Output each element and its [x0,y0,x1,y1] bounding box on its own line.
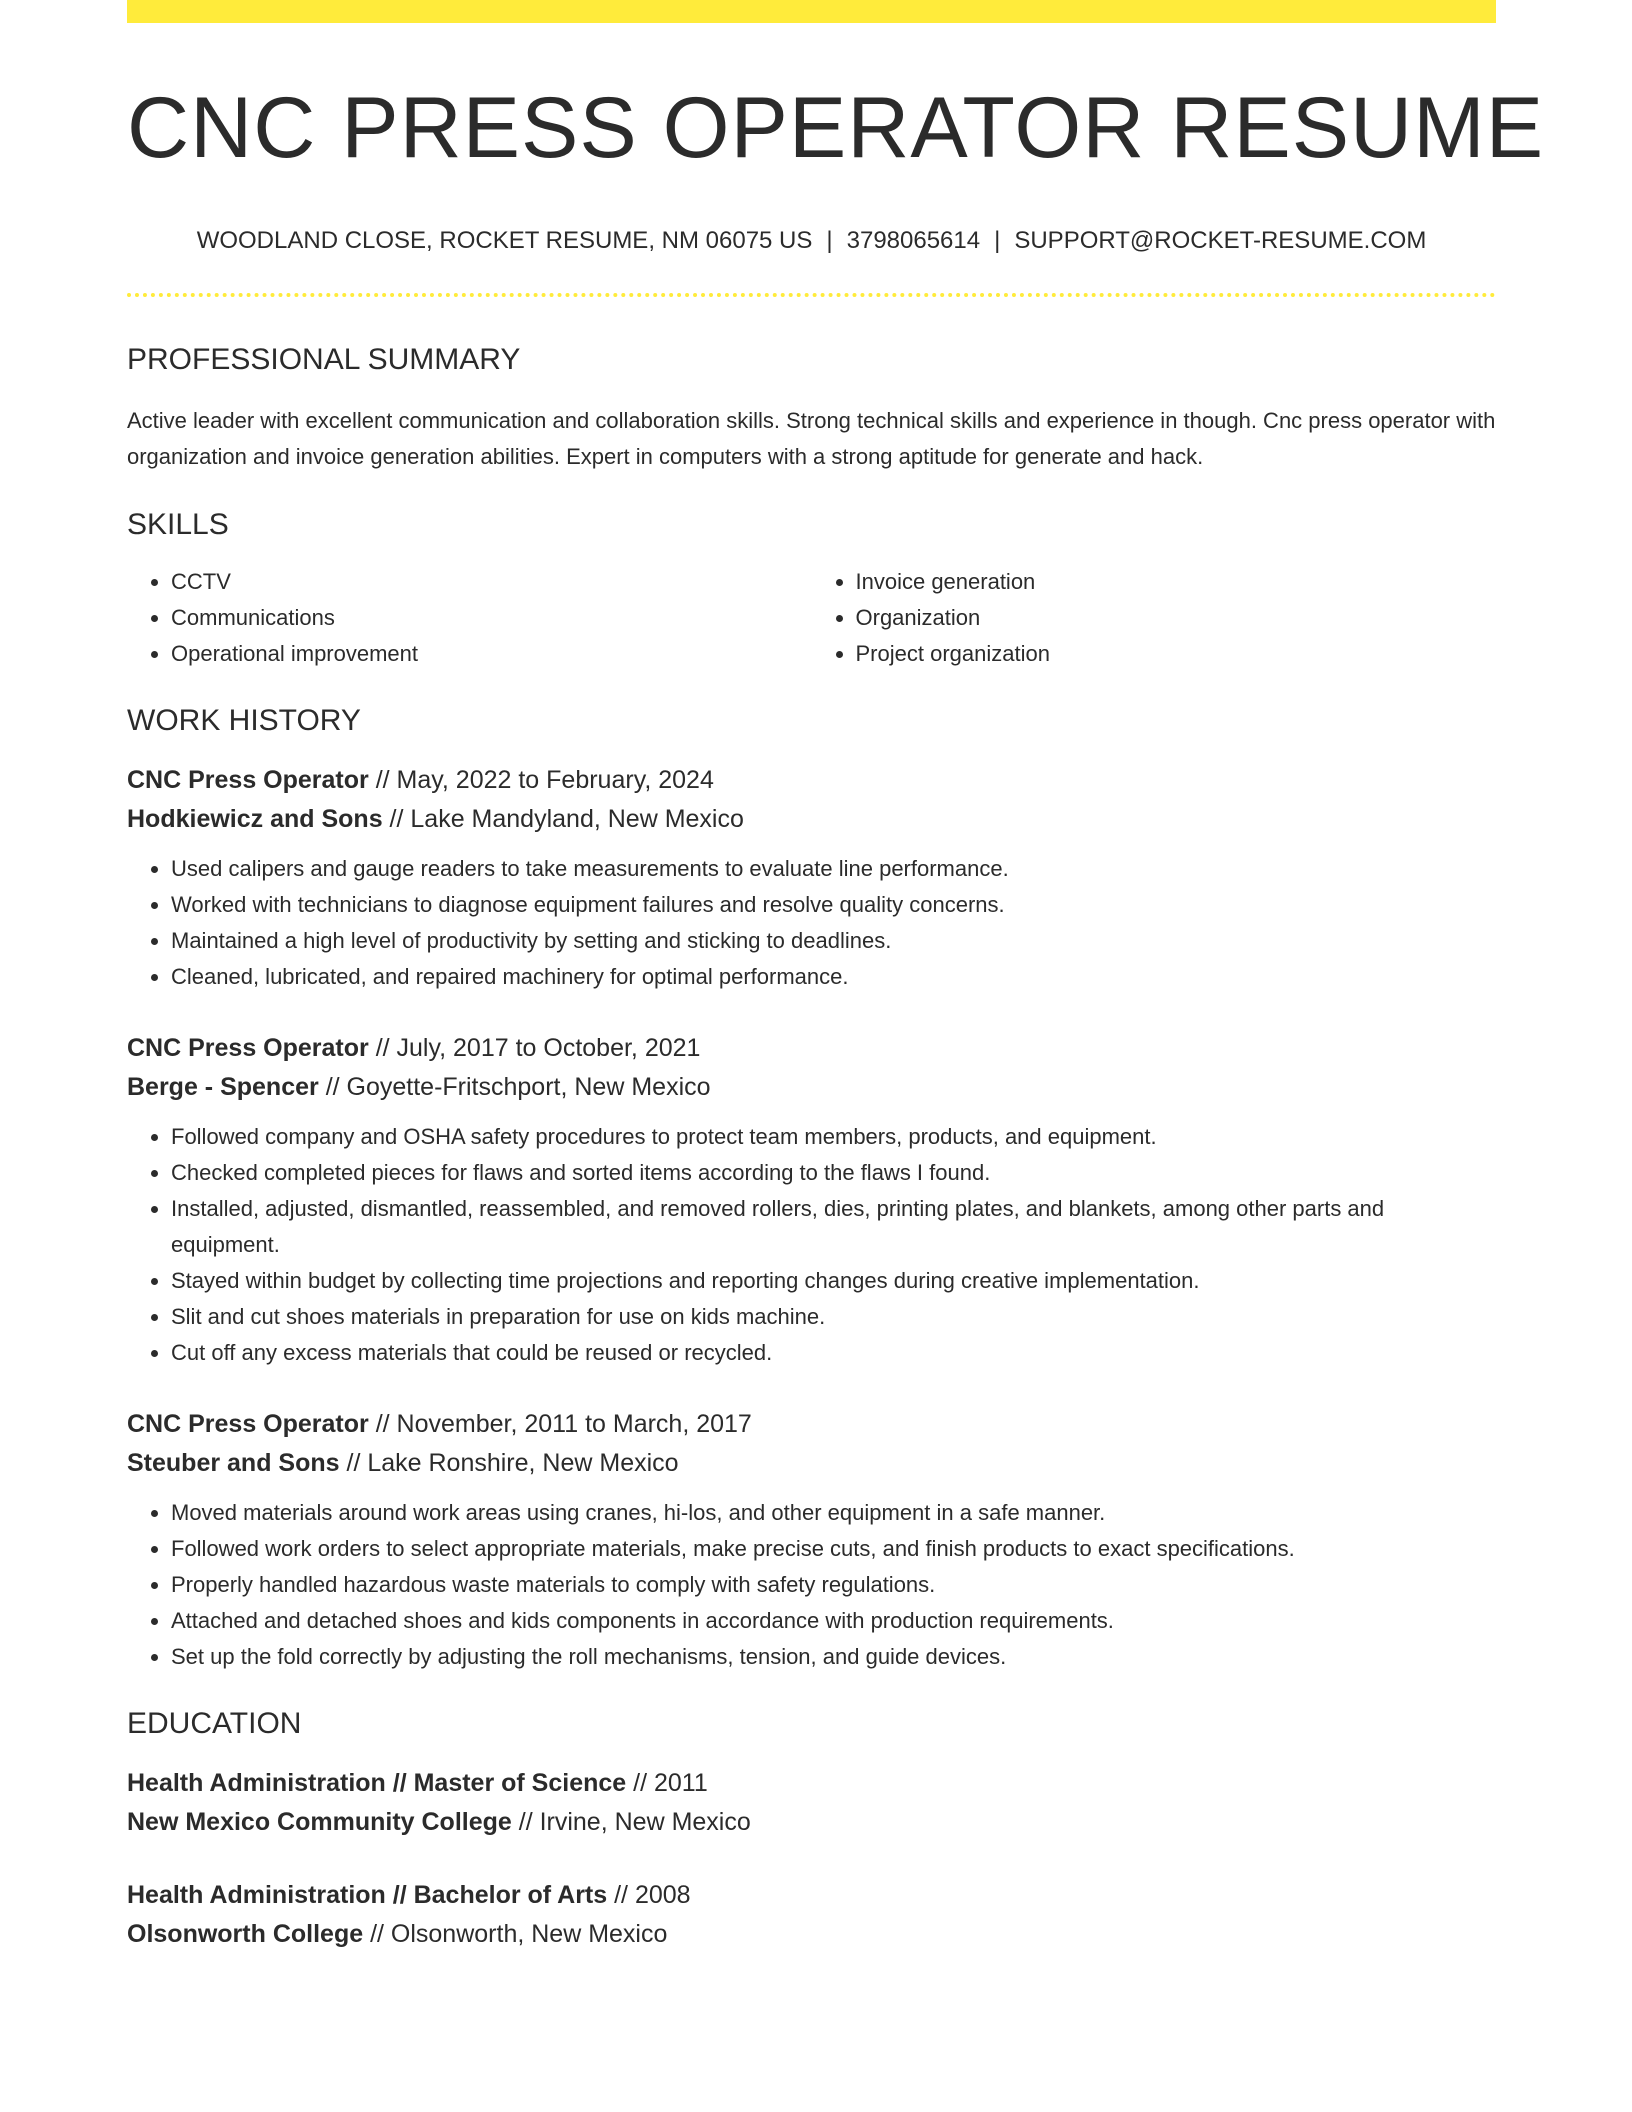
contact-separator: | [994,227,1001,254]
job-dates: // November, 2011 to March, 2017 [368,1410,752,1438]
school-line [127,1803,1496,1842]
job-bullet: • Cut off any excess materials that could be reused or recycled. [171,1335,1496,1371]
job-bullet: • Moved materials around work areas using cranes, hi-los, and other equipment in a safe manner. [171,1495,1496,1531]
job-title-line [127,1029,1496,1068]
skills-heading: SKILLS [127,508,229,541]
job-bullet: • Stayed within budget by collecting time projections and reporting changes during creative implementation. [171,1263,1496,1299]
skills-column-left [127,564,812,672]
job-bullet: • Followed work orders to select appropriate materials, make precise cuts, and finish products to exact specifications. [171,1531,1496,1567]
job-role: CNC Press Operator [127,1410,369,1438]
skill-item: • Invoice generation [856,564,1497,600]
resume-title: CNC PRESS OPERATOR RESUME [127,80,1545,176]
school-name: New Mexico Community College [127,1808,512,1836]
skills-column-right [812,564,1497,672]
skill-item: • Communications [171,600,812,636]
skill-item: • Project organization [856,636,1497,672]
job-bullet: • Maintained a high level of productivity by setting and sticking to deadlines. [171,923,1496,959]
job-bullet: • Properly handled hazardous waste materials to comply with safety regulations. [171,1567,1496,1603]
job-location: // Goyette-Fritschport, New Mexico [318,1073,711,1101]
education-entry [127,1764,1496,1842]
school-location: // Olsonworth, New Mexico [363,1920,668,1948]
job-title-line [127,761,1496,800]
work-history-heading: WORK HISTORY [127,704,361,737]
school-line [127,1915,1496,1954]
job-company: Steuber and Sons [127,1449,340,1477]
job-bullet: • Set up the fold correctly by adjusting the roll mechanisms, tension, and guide devices. [171,1639,1496,1675]
job-company: Hodkiewicz and Sons [127,805,383,833]
job-bullet: • Attached and detached shoes and kids components in accordance with production requirements. [171,1603,1496,1639]
job-entry [127,761,1496,995]
job-company-line [127,1068,1496,1107]
job-bullet: • Used calipers and gauge readers to take measurements to evaluate line performance. [171,851,1496,887]
job-bullet: • Checked completed pieces for flaws and sorted items according to the flaws I found. [171,1155,1496,1191]
job-company: Berge - Spencer [127,1073,319,1101]
contact-address: WOODLAND CLOSE, ROCKET RESUME, NM 06075 US [196,227,813,254]
school-name: Olsonworth College [127,1920,364,1948]
job-bullet: • Cleaned, lubricated, and repaired machinery for optimal performance. [171,959,1496,995]
job-entry [127,1029,1496,1371]
header-divider [127,293,1496,297]
contact-phone: 3798065614 [846,227,981,254]
education-heading: EDUCATION [127,1707,302,1740]
degree-name: Health Administration // Bachelor of Arts [127,1881,608,1909]
skill-item: • CCTV [171,564,812,600]
skill-item: • Organization [856,600,1497,636]
top-accent-bar [127,0,1496,23]
summary-text: Active leader with excellent communication and collaboration skills. Strong technical skills and experience in though. Cnc press operator with organization and invoice generation abilities. Expert in computers with a strong aptitude for generate and hack. [127,408,1496,469]
contact-line [127,229,1496,253]
job-bullet: • Installed, adjusted, dismantled, reassembled, and removed rollers, dies, printing plates, and blankets, among other parts and equipment. [171,1191,1496,1263]
school-location: // Irvine, New Mexico [511,1808,751,1836]
contact-email: SUPPORT@ROCKET-RESUME.COM [1014,227,1427,254]
job-bullet: • Followed company and OSHA safety procedures to protect team members, products, and equipment. [171,1119,1496,1155]
job-role: CNC Press Operator [127,766,369,794]
education-entry [127,1876,1496,1954]
job-company-line [127,1444,1496,1483]
degree-year: // 2011 [626,1769,708,1797]
job-location: // Lake Ronshire, New Mexico [339,1449,679,1477]
job-title-line [127,1405,1496,1444]
degree-name: Health Administration // Master of Science [127,1769,627,1797]
job-bullets [127,1495,1496,1675]
degree-line [127,1876,1496,1915]
degree-line [127,1764,1496,1803]
summary-heading: PROFESSIONAL SUMMARY [127,343,521,376]
contact-separator: | [826,227,833,254]
job-dates: // May, 2022 to February, 2024 [368,766,714,794]
job-bullet: • Slit and cut shoes materials in preparation for use on kids machine. [171,1299,1496,1335]
job-entry [127,1405,1496,1675]
job-dates: // July, 2017 to October, 2021 [368,1034,701,1062]
job-company-line [127,800,1496,839]
degree-year: // 2008 [607,1881,691,1909]
resume-page [127,0,1545,1954]
job-role: CNC Press Operator [127,1034,369,1062]
skill-item: • Operational improvement [171,636,812,672]
job-bullet: • Worked with technicians to diagnose equipment failures and resolve quality concerns. [171,887,1496,923]
job-location: // Lake Mandyland, New Mexico [382,805,744,833]
job-bullets [127,851,1496,995]
skills-list [127,564,1496,672]
job-bullets [127,1119,1496,1371]
